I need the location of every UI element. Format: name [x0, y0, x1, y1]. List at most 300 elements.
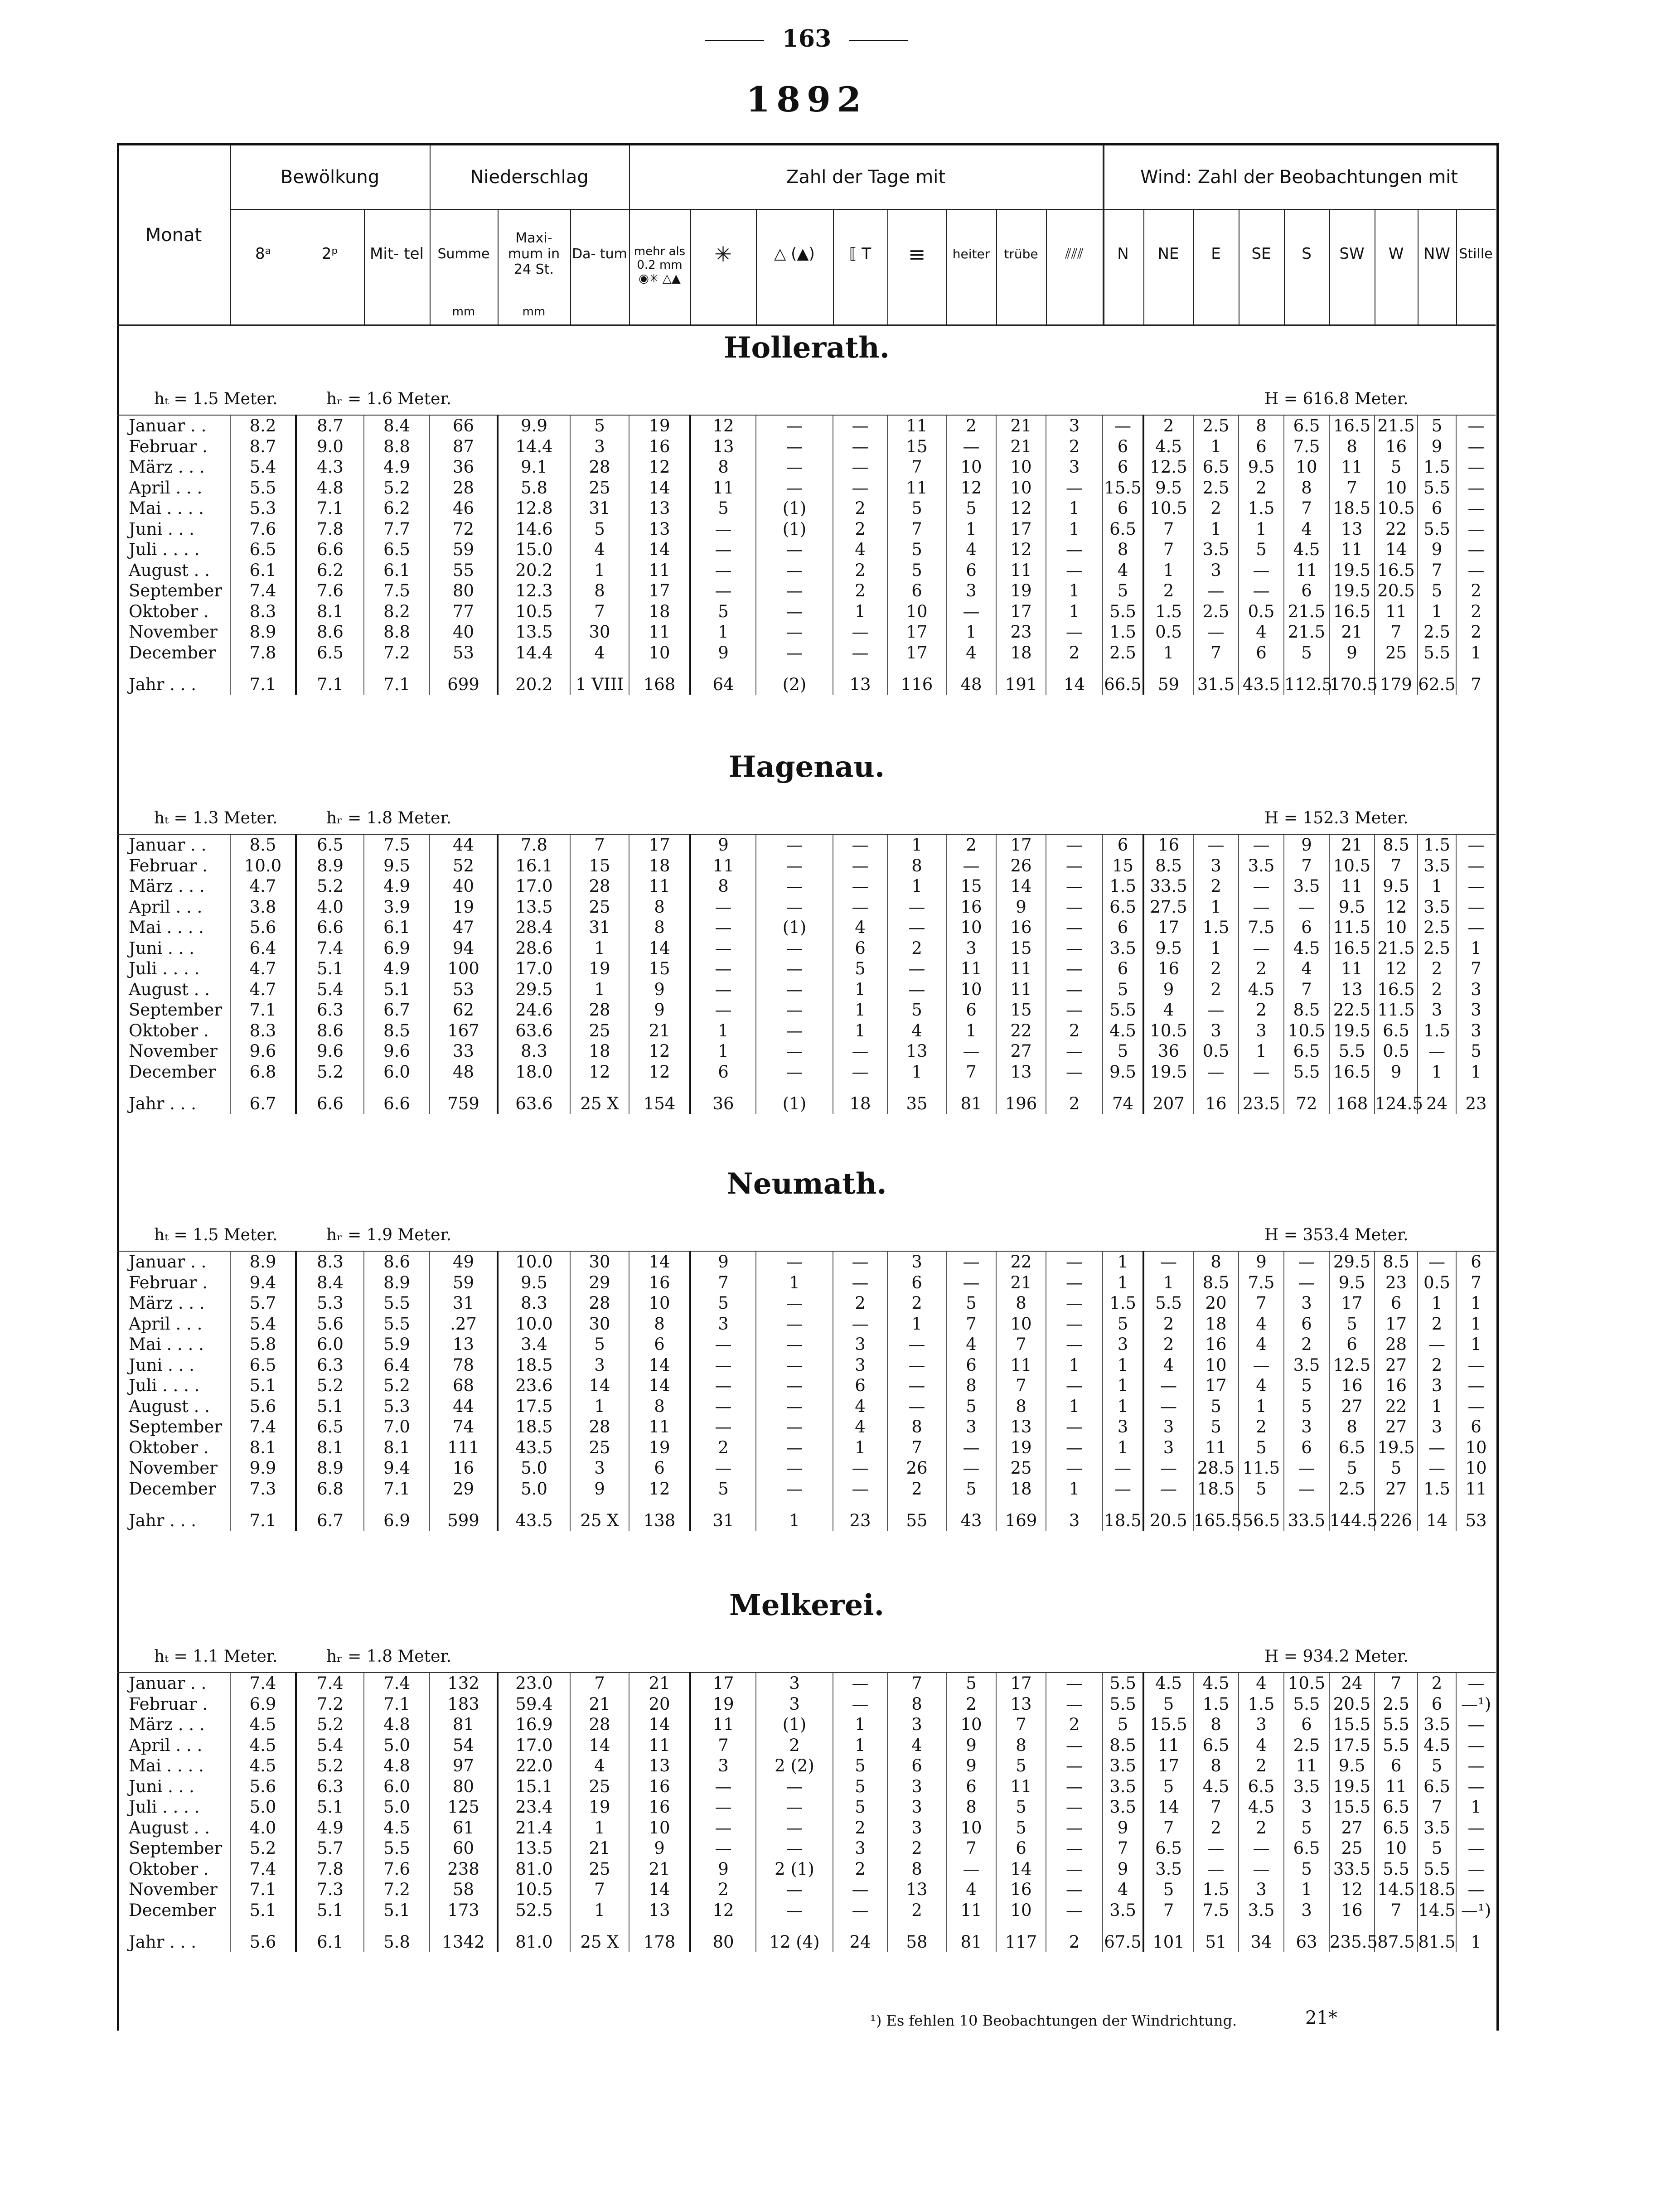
table-cell: 1 — [690, 622, 756, 643]
table-cell: 13 — [996, 1062, 1046, 1083]
month-label: Januar . . — [117, 1673, 230, 1694]
table-cell: 7.1 — [364, 663, 430, 695]
table-cell: 81.0 — [498, 1920, 570, 1952]
month-label: März . . . — [129, 1293, 205, 1313]
table-cell: 5.1 — [364, 979, 430, 1000]
month-label: Oktober . — [129, 601, 209, 621]
table-cell: 17 — [1193, 1375, 1239, 1396]
table-cell: — — [1456, 457, 1496, 478]
table-cell: 1.5 — [1239, 498, 1284, 519]
table-cell: 21.4 — [498, 1818, 570, 1838]
table-cell: 13 — [1329, 979, 1375, 1000]
month-label: Mai . . . . — [129, 498, 204, 518]
table-cell: 3 — [1143, 1417, 1193, 1437]
table-row — [117, 1838, 1496, 1859]
table-cell: 8 — [629, 1396, 690, 1417]
table-cell: — — [1046, 1293, 1103, 1314]
table-cell: 7.5 — [364, 580, 430, 601]
table-cell: — — [1418, 1458, 1456, 1479]
table-cell: — — [1046, 834, 1103, 856]
table-cell: — — [946, 1859, 996, 1880]
table-cell: 7.4 — [230, 1673, 296, 1694]
table-cell: — — [1284, 897, 1329, 918]
table-cell: 3.5 — [1284, 876, 1329, 897]
table-cell: 17 — [690, 1673, 756, 1694]
header-wind-ne: NE — [1157, 245, 1179, 263]
table-row — [117, 1417, 1496, 1437]
table-cell: — — [690, 1375, 756, 1396]
table-cell: 18.0 — [498, 1062, 570, 1083]
table-cell: 55 — [430, 560, 498, 581]
table-cell: 8 — [690, 876, 756, 897]
table-cell: 27 — [1329, 1818, 1375, 1838]
month-label: April . . . — [129, 1735, 203, 1755]
table-cell: 9 — [690, 1859, 756, 1880]
table-cell: 2.5 — [1329, 1479, 1375, 1499]
table-cell: 10 — [1456, 1458, 1496, 1479]
table-cell: — — [1046, 1417, 1103, 1437]
table-cell: 5.4 — [296, 979, 364, 1000]
table-cell: — — [1103, 1458, 1143, 1479]
table-cell: 5.5 — [230, 478, 296, 498]
table-cell: — — [690, 1334, 756, 1355]
table-cell: 16 — [996, 1879, 1046, 1900]
table-cell: 6.9 — [230, 1694, 296, 1715]
table-cell: — — [833, 1314, 887, 1335]
table-cell: 78 — [430, 1355, 498, 1376]
table-cell: — — [1046, 1251, 1103, 1272]
table-cell: 1 — [1456, 1062, 1496, 1083]
table-cell: 3 — [1284, 1900, 1329, 1921]
table-cell: 23.5 — [1239, 1082, 1284, 1114]
table-cell: 10.5 — [1143, 1021, 1193, 1041]
table-cell: 8 — [1329, 436, 1375, 457]
table-cell: — — [1046, 1838, 1103, 1859]
table-cell: 1 — [1193, 897, 1239, 918]
table-cell: — — [690, 1776, 756, 1797]
table-cell: 5 — [1418, 415, 1456, 436]
table-cell: 2 — [1456, 580, 1496, 601]
table-cell: 6 — [629, 1334, 690, 1355]
table-cell: 5.5 — [1418, 1859, 1456, 1880]
table-cell: 16 — [1375, 1375, 1418, 1396]
header-wind-se: SE — [1251, 245, 1271, 263]
table-cell: — — [1456, 1735, 1496, 1756]
table-cell: 14 — [570, 1735, 629, 1756]
table-cell: 7 — [1103, 1838, 1143, 1859]
table-cell: 9 — [690, 834, 756, 856]
table-cell: — — [946, 1458, 996, 1479]
table-cell: 7 — [1375, 1673, 1418, 1694]
table-cell: 6 — [1284, 1714, 1329, 1735]
table-cell: 72 — [430, 519, 498, 540]
table-cell: 6 — [1103, 958, 1143, 979]
table-cell: 8 — [996, 1396, 1046, 1417]
table-cell: 6 — [887, 580, 946, 601]
table-cell: 46 — [430, 498, 498, 519]
table-row — [117, 834, 1496, 856]
table-cell: 2 — [1193, 979, 1239, 1000]
header-monat: Monat — [145, 224, 202, 246]
table-cell: 5 — [833, 1756, 887, 1776]
table-row — [117, 1714, 1496, 1735]
table-cell: 5.1 — [230, 1900, 296, 1921]
table-cell: 7 — [1143, 1900, 1193, 1921]
table-cell: 5 — [946, 1479, 996, 1499]
table-cell: 9.5 — [1329, 1272, 1375, 1293]
header-8a: 8ᵃ — [255, 245, 271, 263]
table-cell: 13 — [887, 1041, 946, 1062]
table-cell: — — [1193, 1000, 1239, 1021]
table-cell: 21 — [570, 1694, 629, 1715]
table-cell: 7.3 — [296, 1879, 364, 1900]
table-cell: 7 — [1284, 979, 1329, 1000]
table-cell: 4.8 — [364, 1714, 430, 1735]
table-cell: 1 — [1046, 1355, 1103, 1376]
table-cell: 4 — [1143, 1000, 1193, 1021]
table-cell: 10 — [1193, 1355, 1239, 1376]
table-cell: — — [690, 917, 756, 938]
table-cell: 9.5 — [498, 1272, 570, 1293]
table-cell: 21 — [629, 1673, 690, 1694]
year-total-row — [117, 1499, 1496, 1531]
table-cell: 28 — [570, 1293, 629, 1314]
table-cell: 2.5 — [1193, 601, 1239, 622]
table-cell: 6.5 — [1329, 1437, 1375, 1458]
table-cell: 16 — [1329, 1375, 1375, 1396]
table-cell: 10.5 — [498, 601, 570, 622]
table-cell: 6.5 — [1239, 1776, 1284, 1797]
table-row — [117, 539, 1496, 560]
table-cell: — — [1239, 1062, 1284, 1083]
table-cell: 6.5 — [1375, 1818, 1418, 1838]
table-cell: — — [756, 1818, 833, 1838]
table-cell: 5 — [833, 958, 887, 979]
table-cell: 87.5 — [1375, 1920, 1418, 1952]
table-cell: 4.5 — [1193, 1673, 1239, 1694]
table-cell: 17.0 — [498, 876, 570, 897]
table-cell: 12 — [1329, 1879, 1375, 1900]
table-cell: 2 — [1046, 643, 1103, 663]
table-cell: 44 — [430, 834, 498, 856]
table-cell: 28 — [1375, 1334, 1418, 1355]
table-cell: 61 — [430, 1818, 498, 1838]
table-cell: 7.1 — [230, 1000, 296, 1021]
table-cell: 63 — [1284, 1920, 1329, 1952]
table-cell: — — [1456, 1756, 1496, 1776]
month-label: Juni . . . — [129, 1776, 194, 1796]
table-cell: 72 — [1284, 1082, 1329, 1114]
header-wind-e: E — [1211, 245, 1221, 263]
table-cell: 11 — [629, 1735, 690, 1756]
table-cell: 7.5 — [364, 834, 430, 856]
table-cell: 235.5 — [1329, 1920, 1375, 1952]
table-cell: 2 — [1239, 1818, 1284, 1838]
table-cell: 4.7 — [230, 876, 296, 897]
table-cell: 1 — [570, 1818, 629, 1838]
table-cell: 14.4 — [498, 436, 570, 457]
table-cell: 4.8 — [364, 1756, 430, 1776]
table-row — [117, 1041, 1496, 1062]
table-cell: 52.5 — [498, 1900, 570, 1921]
table-cell: — — [756, 1417, 833, 1437]
table-cell: — — [1046, 1900, 1103, 1921]
station-title: Hagenau. — [728, 750, 885, 784]
table-cell: 1 — [1456, 643, 1496, 663]
table-cell: 23.0 — [498, 1673, 570, 1694]
table-cell: 10 — [946, 1714, 996, 1735]
table-cell: 67.5 — [1103, 1920, 1143, 1952]
table-cell: 5 — [1418, 1838, 1456, 1859]
month-label: Oktober . — [129, 1859, 209, 1879]
table-cell: 5.5 — [1418, 519, 1456, 540]
table-cell: 3 — [833, 1838, 887, 1859]
table-cell: 5 — [1329, 1458, 1375, 1479]
table-cell: 6.5 — [364, 539, 430, 560]
month-label: Juli . . . . — [129, 1376, 200, 1396]
table-cell: — — [756, 1797, 833, 1818]
table-cell: 5 — [1103, 1314, 1143, 1335]
table-cell: — — [1046, 622, 1103, 643]
table-cell: — — [1046, 1735, 1103, 1756]
table-cell: 7.8 — [498, 834, 570, 856]
table-cell: 5.5 — [1103, 601, 1143, 622]
table-cell: 11 — [629, 876, 690, 897]
table-cell: 2 — [1239, 1000, 1284, 1021]
station-table-hollerath — [117, 415, 1496, 695]
table-cell: 74 — [430, 1417, 498, 1437]
year-total-row — [117, 1082, 1496, 1114]
table-cell: 44 — [430, 1396, 498, 1417]
table-cell: 599 — [430, 1499, 498, 1531]
table-cell: 7.4 — [230, 1417, 296, 1437]
table-cell: 3 — [1456, 979, 1496, 1000]
table-cell: 4.7 — [230, 958, 296, 979]
table-cell: 1 — [1046, 601, 1103, 622]
table-cell: 2 — [1143, 415, 1193, 436]
table-cell: 100 — [430, 958, 498, 979]
table-cell: 3 — [1418, 1000, 1456, 1021]
table-cell: 5.6 — [230, 1396, 296, 1417]
table-cell: 2 — [1143, 580, 1193, 601]
table-cell: 3 — [570, 1355, 629, 1376]
table-cell: 43.5 — [1239, 663, 1284, 695]
table-row — [117, 1879, 1496, 1900]
table-cell: 4 — [1239, 1673, 1284, 1694]
table-cell: 5.1 — [296, 1396, 364, 1417]
table-cell: 4.9 — [296, 1818, 364, 1838]
table-cell: 21 — [996, 1272, 1046, 1293]
table-cell: 43.5 — [498, 1437, 570, 1458]
table-cell: 6.5 — [1103, 519, 1143, 540]
table-cell: 19.5 — [1329, 1776, 1375, 1797]
table-cell: 4 — [570, 1756, 629, 1776]
table-cell: 8 — [887, 1417, 946, 1437]
table-cell: 1 — [1143, 560, 1193, 581]
table-cell: — — [1456, 539, 1496, 560]
table-cell: 2.5 — [1193, 478, 1239, 498]
table-cell: 16 — [629, 1272, 690, 1293]
table-cell: 4.5 — [1193, 1776, 1239, 1797]
table-cell: 7.1 — [230, 1879, 296, 1900]
table-cell: 9 — [1143, 979, 1193, 1000]
table-cell: 15 — [946, 876, 996, 897]
table-cell: 8 — [996, 1293, 1046, 1314]
table-cell: 2 — [946, 1694, 996, 1715]
table-cell: — — [946, 436, 996, 457]
table-cell: 3 — [887, 1797, 946, 1818]
month-label: Juni . . . — [129, 519, 194, 539]
table-cell: 18.5 — [1103, 1499, 1143, 1531]
table-cell: 16 — [1193, 1334, 1239, 1355]
table-cell: 7 — [1143, 519, 1193, 540]
table-cell: — — [756, 436, 833, 457]
table-cell: 14 — [1143, 1797, 1193, 1818]
table-cell: 6 — [1418, 498, 1456, 519]
year-heading: 1892 — [746, 79, 867, 120]
table-cell: 9.5 — [1103, 1062, 1143, 1083]
month-label: December — [129, 1479, 216, 1499]
table-cell: 226 — [1375, 1499, 1418, 1531]
station-table-neumath — [117, 1251, 1496, 1531]
table-cell: 2 — [833, 498, 887, 519]
table-cell: — — [887, 1375, 946, 1396]
table-cell: 5.5 — [1143, 1293, 1193, 1314]
table-cell: 8 — [629, 897, 690, 918]
table-cell: 5 — [1284, 643, 1329, 663]
table-cell: 9 — [690, 1251, 756, 1272]
table-cell: 9.6 — [296, 1041, 364, 1062]
month-label: Juli . . . . — [129, 1797, 200, 1817]
table-cell: 7 — [996, 1334, 1046, 1355]
table-cell: 1 — [1046, 580, 1103, 601]
table-cell: 7.5 — [1239, 917, 1284, 938]
table-cell: 5.2 — [296, 876, 364, 897]
table-row — [117, 643, 1496, 663]
table-cell: 5.0 — [498, 1458, 570, 1479]
table-cell: — — [1456, 1396, 1496, 1417]
table-cell: 15 — [1103, 856, 1143, 876]
table-cell: 2 — [887, 1293, 946, 1314]
table-cell: 6.1 — [296, 1920, 364, 1952]
table-cell: 6.6 — [296, 539, 364, 560]
table-cell: 5.2 — [364, 478, 430, 498]
snow-icon: ✳ — [714, 242, 732, 266]
table-cell: — — [1239, 580, 1284, 601]
table-cell: 3 — [690, 1756, 756, 1776]
table-cell: — — [1456, 1375, 1496, 1396]
table-cell: — — [833, 436, 887, 457]
table-cell: 48 — [946, 663, 996, 695]
table-cell: — — [1456, 560, 1496, 581]
table-cell: 3 — [946, 1417, 996, 1437]
table-cell: — — [690, 1818, 756, 1838]
table-cell: 25 — [570, 1437, 629, 1458]
table-cell: 132 — [430, 1673, 498, 1694]
table-cell: 8 — [1329, 1417, 1375, 1437]
table-cell: — — [756, 834, 833, 856]
table-cell: 7 — [1456, 663, 1496, 695]
table-cell: 4.5 — [1284, 539, 1329, 560]
header-wind-sw: SW — [1339, 245, 1365, 263]
table-cell: 6.0 — [364, 1776, 430, 1797]
table-cell: 1 — [1418, 876, 1456, 897]
table-cell: — — [756, 1251, 833, 1272]
table-cell: 1 — [1456, 1334, 1496, 1355]
table-cell: 8.7 — [230, 436, 296, 457]
table-cell: 43 — [946, 1499, 996, 1531]
table-cell: 16.1 — [498, 856, 570, 876]
table-row — [117, 1776, 1496, 1797]
table-cell: 7 — [1418, 560, 1456, 581]
header-tage: Zahl der Tage mit — [786, 167, 946, 188]
table-cell: 2 (2) — [756, 1756, 833, 1776]
table-cell: 11 — [1284, 1756, 1329, 1776]
table-cell: 22.5 — [1329, 1000, 1375, 1021]
table-cell: 5 — [1103, 1041, 1143, 1062]
table-cell: — — [887, 958, 946, 979]
table-cell: 6 — [1103, 834, 1143, 856]
table-cell: 4.8 — [296, 478, 364, 498]
table-cell: 3 — [1284, 1417, 1329, 1437]
table-cell: 7.5 — [1239, 1272, 1284, 1293]
table-cell: 10 — [1284, 457, 1329, 478]
table-row — [117, 601, 1496, 622]
table-cell: 11 — [996, 1355, 1046, 1376]
table-cell: 16 — [946, 897, 996, 918]
table-cell: 6 — [1284, 917, 1329, 938]
table-cell: 21 — [629, 1859, 690, 1880]
table-cell: 30 — [570, 622, 629, 643]
table-cell: 20 — [629, 1694, 690, 1715]
table-cell: 8.3 — [296, 1251, 364, 1272]
table-cell: 5 — [946, 1293, 996, 1314]
table-cell: 2 — [887, 938, 946, 959]
table-cell: 28 — [570, 457, 629, 478]
table-cell: 4 — [1103, 560, 1143, 581]
month-label: August . . — [129, 1818, 210, 1838]
table-cell: 6 — [833, 1375, 887, 1396]
table-cell: 6.5 — [1193, 1735, 1239, 1756]
table-cell: — — [833, 856, 887, 876]
table-cell: 31 — [570, 498, 629, 519]
table-cell: 10 — [1375, 478, 1418, 498]
table-cell: 1.5 — [1103, 876, 1143, 897]
table-cell: 18.5 — [1329, 498, 1375, 519]
table-cell: 81 — [946, 1082, 996, 1114]
month-label: December — [129, 643, 216, 663]
month-label: April . . . — [129, 478, 203, 498]
table-cell: 3.5 — [1239, 1900, 1284, 1921]
table-cell: 14.5 — [1375, 1879, 1418, 1900]
table-cell: 5 — [996, 1797, 1046, 1818]
table-cell: 5 — [690, 601, 756, 622]
month-label: Oktober . — [129, 1021, 209, 1040]
table-cell: 6 — [946, 1355, 996, 1376]
table-cell: 28 — [570, 1714, 629, 1735]
table-cell: — — [1193, 580, 1239, 601]
table-cell: 25 X — [570, 1082, 629, 1114]
table-cell: 3 — [570, 436, 629, 457]
table-cell: — — [946, 601, 996, 622]
table-cell: 31 — [430, 1293, 498, 1314]
table-cell: 5 — [1193, 1417, 1239, 1437]
table-cell: 8 — [1193, 1714, 1239, 1735]
table-cell: 74 — [1103, 1082, 1143, 1114]
table-cell: 43.5 — [498, 1499, 570, 1531]
table-cell: 15 — [887, 436, 946, 457]
table-cell: — — [690, 1355, 756, 1376]
